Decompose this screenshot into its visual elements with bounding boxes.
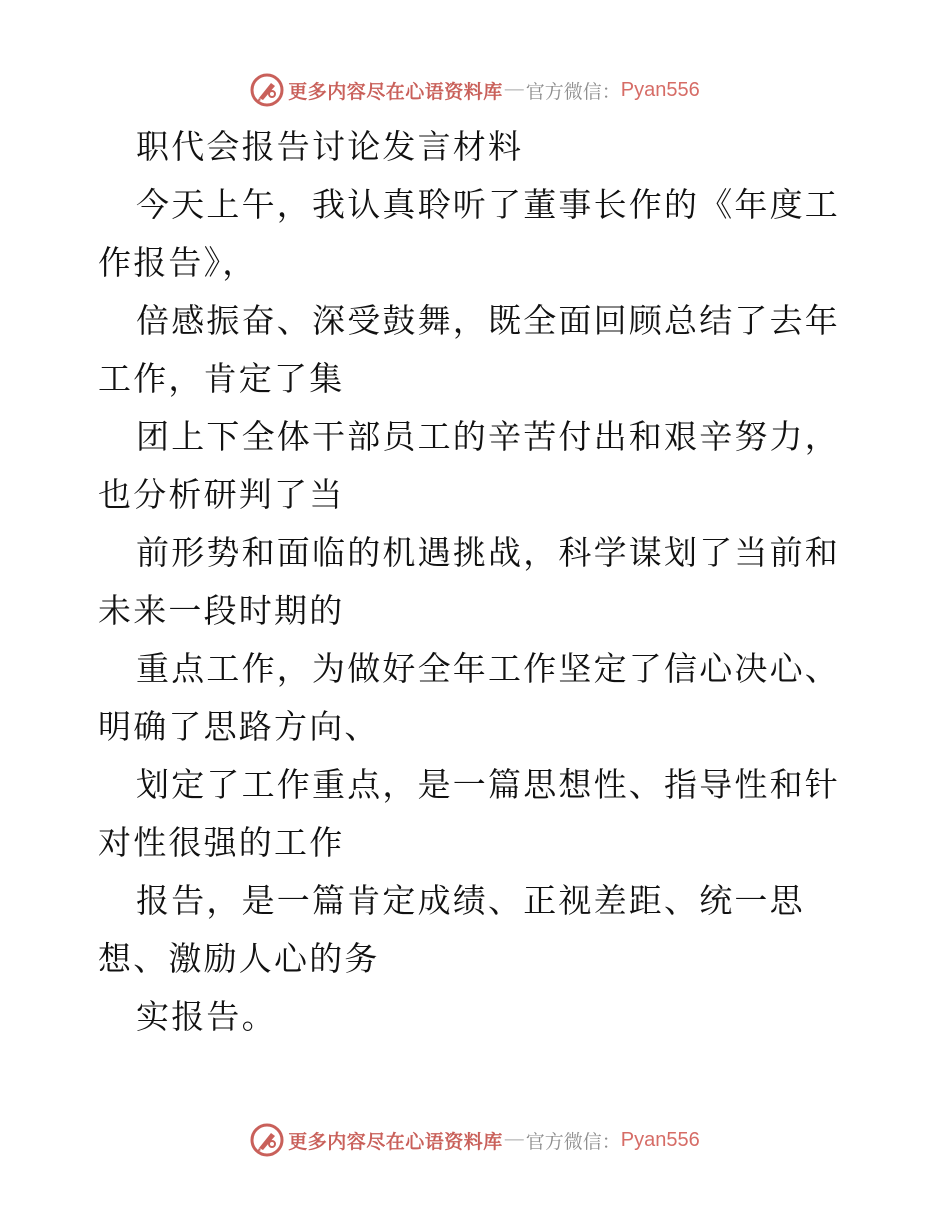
watermark-main-text: 更多内容尽在心语资料库 — [288, 80, 503, 103]
watermark-footer — [0, 1120, 950, 1160]
paragraph-8: 实报告。 — [136, 997, 277, 1036]
watermark-dash: — — [504, 79, 524, 100]
paragraph-7: 报告，是一篇肯定成绩、正视差距、统一思想、激励人心的务 — [98, 881, 805, 978]
watermark-wechat-label: 官方微信： — [525, 80, 621, 103]
paragraph-5: 重点工作，为做好全年工作坚定了信心决心、明确了思路方向、 — [98, 649, 840, 746]
document-body — [98, 118, 858, 1046]
watermark-main-text: 更多内容尽在心语资料库 — [288, 1130, 503, 1153]
paragraph-3: 团上下全体干部员工的辛苦付出和艰辛努力，也分析研判了当 — [98, 417, 840, 514]
paragraph-6: 划定了工作重点，是一篇思想性、指导性和针对性很强的工作 — [98, 765, 840, 862]
pen-logo-icon — [250, 73, 284, 107]
paragraph-2: 倍感振奋、深受鼓舞，既全面回顾总结了去年工作，肯定了集 — [98, 301, 840, 398]
watermark-wechat-label: 官方微信： — [525, 1130, 621, 1153]
watermark-header — [0, 70, 950, 110]
paragraph-4: 前形势和面临的机遇挑战，科学谋划了当前和未来一段时期的 — [98, 533, 840, 630]
pen-logo-icon — [250, 1123, 284, 1157]
watermark-wechat-id: Pyan556 — [620, 1128, 700, 1151]
watermark-dash: — — [504, 1129, 524, 1150]
watermark-wechat-id: Pyan556 — [620, 78, 700, 101]
document-title: 职代会报告讨论发言材料 — [136, 127, 524, 166]
paragraph-1: 今天上午，我认真聆听了董事长作的《年度工作报告》， — [98, 185, 840, 282]
